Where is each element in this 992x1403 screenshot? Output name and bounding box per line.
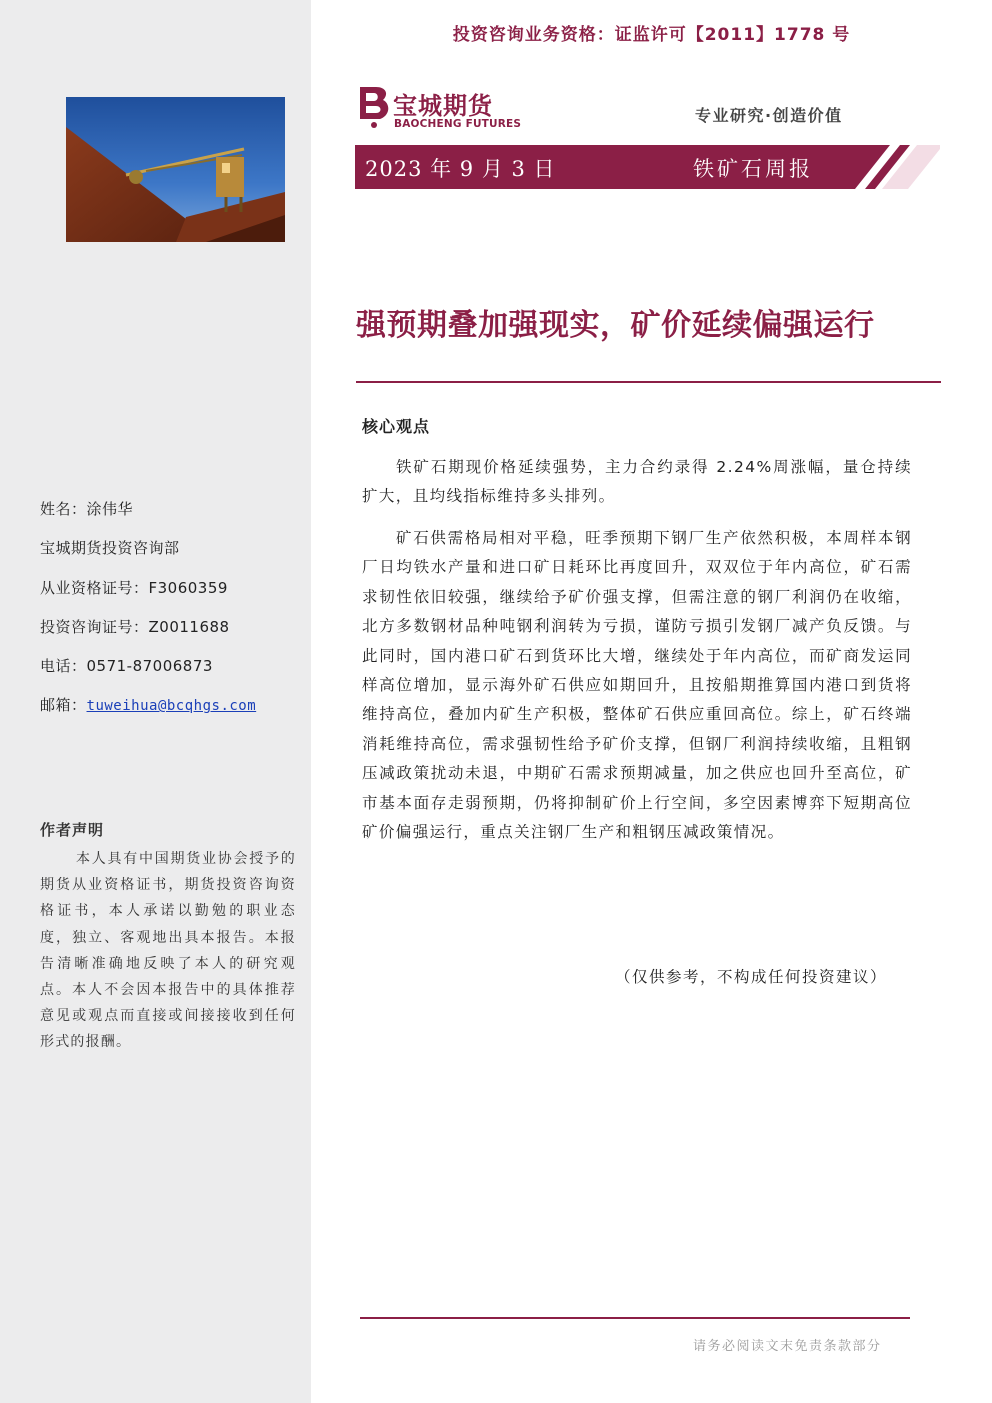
license-statement: 投资咨询业务资格：证监许可【2011】1778 号 — [452, 25, 851, 45]
report-banner — [355, 145, 940, 189]
headline-divider — [356, 381, 941, 383]
investment-disclaimer: （仅供参考，不构成任何投资建议） — [615, 968, 888, 986]
author-email-label: 邮箱： — [40, 696, 87, 715]
author-info — [40, 498, 300, 734]
report-headline: 强预期叠加强现实，矿价延续偏强运行 — [356, 308, 875, 343]
report-date: 2023 年 9 月 3 日 — [365, 157, 556, 181]
report-type: 铁矿石周报 — [693, 157, 813, 181]
core-views-title: 核心观点 — [362, 417, 431, 436]
footer-note: 请务必阅读文末免责条款部分 — [693, 1339, 882, 1354]
declaration-text: 本人具有中国期货业协会授予的期货从业资格证书，期货投资咨询资格证书，本人承诺以勤勉的职业态度，独立、客观地出具本报告。本报告清晰准确地反映了本人的研究观点。本人不会因本报告中的具体推荐意见或观点而直接或间接接收到任何形式的报酬。 — [40, 851, 296, 1051]
author-name: 姓名：涂伟华 — [40, 500, 134, 518]
author-consulting-number: 投资咨询证号：Z0011688 — [40, 617, 230, 636]
cover-photo-iron-ore-stacker — [66, 97, 285, 242]
logo-wordmark: 宝城期货 — [393, 91, 493, 120]
slogan: 专业研究·创造价值 — [695, 106, 843, 125]
logo-subtitle: BAOCHENG FUTURES — [394, 118, 522, 130]
core-paragraph-2: 矿石供需格局相对平稳，旺季预期下钢厂生产依然积极，本周样本钢厂日均铁水产量和进口矿日耗环比再度回升，双双位于年内高位，矿石需求韧性依旧较强，继续给予矿价强支撑，但需注意的钢厂利润仍在收缩，北方多数钢材品种吨钢利润转为亏损，谨防亏损引发钢厂减产负反馈。与此同时，国内港口矿石到货环比大增，继续处于年内高位，而矿商发运同样高位增加，显示海外矿石供应如期回升，且按船期推算国内港口到货将维持高位，叠加内矿生产积极，整体矿石供应重回高位。综上，矿石终端消耗维持高位，需求强韧性给予矿价支撑，但钢厂利润持续收缩，且粗钢压减政策扰动未退，中期矿石需求预期减量，加之供应也回升至高位，矿市基本面存走弱预期，仍将抑制矿价上行空间，多空因素博弈下短期高位矿价偏强运行，重点关注钢厂生产和粗钢压减政策情况。 — [362, 529, 912, 842]
author-email-link[interactable]: tuweihua@bcqhgs.com — [86, 698, 257, 715]
author-department: 宝城期货投资咨询部 — [40, 539, 180, 558]
core-paragraph-1: 铁矿石期现价格延续强势，主力合约录得 2.24%周涨幅，量仓持续扩大，且均线指标维持多头排列。 — [362, 458, 912, 506]
sidebar — [0, 0, 311, 1403]
footer-divider — [360, 1317, 910, 1319]
author-email-row — [40, 694, 300, 733]
declaration-title: 作者声明 — [40, 821, 105, 839]
author-qualification-number: 从业资格证号：F3060359 — [40, 578, 228, 597]
author-phone: 电话：0571-87006873 — [40, 657, 213, 676]
